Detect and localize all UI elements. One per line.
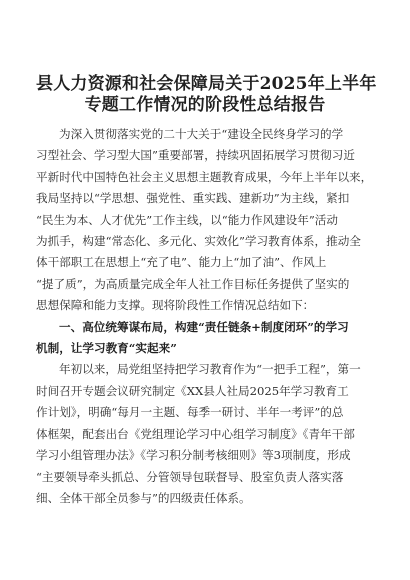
section-1-line: 作计划》，明确“每月一主题、每季一研讨、半年一考评”的总 (36, 405, 344, 420)
intro-line: “民生为本、人才优先”工作主线，以“能力作风建设年”活动 (36, 212, 338, 227)
section-1-line: 体框架，配套出台《党组理论学习中心组学习制度》《青年干部 (36, 426, 355, 441)
section-1-line: 学习小组管理办法》《学习积分制考核细则》等3项制度，形成 (36, 448, 351, 463)
section-1-heading (36, 317, 374, 360)
intro-line: 习型社会、学习型大国”重要部署，持续巩固拓展学习贯彻习近 (36, 148, 355, 163)
section-1-heading-line: 一、高位统筹谋布局，构建“责任链条+制度闭环”的学习 (59, 319, 349, 334)
intro-line: 为抓手，构建“常态化、多元化、实效化”学习教育体系，推动全 (36, 234, 361, 249)
section-1-body (36, 359, 374, 509)
section-1-heading-line: 机制，让学习教育“实起来” (36, 341, 177, 356)
title-line-1: 县人力资源和社会保障局关于2025年上半年 (36, 74, 377, 94)
intro-line: 我局坚持以“学思想、强党性、重实践、建新功”为主线，紧扣 (36, 191, 350, 206)
section-1-line: 时间召开专题会议研究制定《XX县人社局2025年学习教育工 (36, 383, 349, 398)
section-1-line: 年初以来，局党组坚持把学习教育作为“一把手工程”，第一 (59, 362, 361, 377)
section-1-line: “主要领导牵头抓总、分管领导包联督导、股室负责人落实落 (36, 469, 344, 484)
intro-line: “提了质”，为高质量完成全年人社工作目标任务提供了坚实的 (36, 276, 350, 291)
title-line-2: 专题工作情况的阶段性总结报告 (84, 95, 326, 115)
section-1-line: 细、全体干部全员参与”的四级责任体系。 (36, 490, 251, 505)
intro-line: 思想保障和能力支撑。现将阶段性工作情况总结如下： (36, 298, 315, 313)
intro-line: 为深入贯彻落实党的二十大关于“建设全民终身学习的学 (59, 127, 344, 141)
intro-line: 平新时代中国特色社会主义思想主题教育成果，今年上半年以来， (36, 169, 373, 184)
intro-line: 体干部职工在思想上“充了电”、能力上“加了油”、作风上 (36, 255, 327, 270)
intro-paragraph (36, 124, 374, 317)
document-title (36, 74, 377, 116)
